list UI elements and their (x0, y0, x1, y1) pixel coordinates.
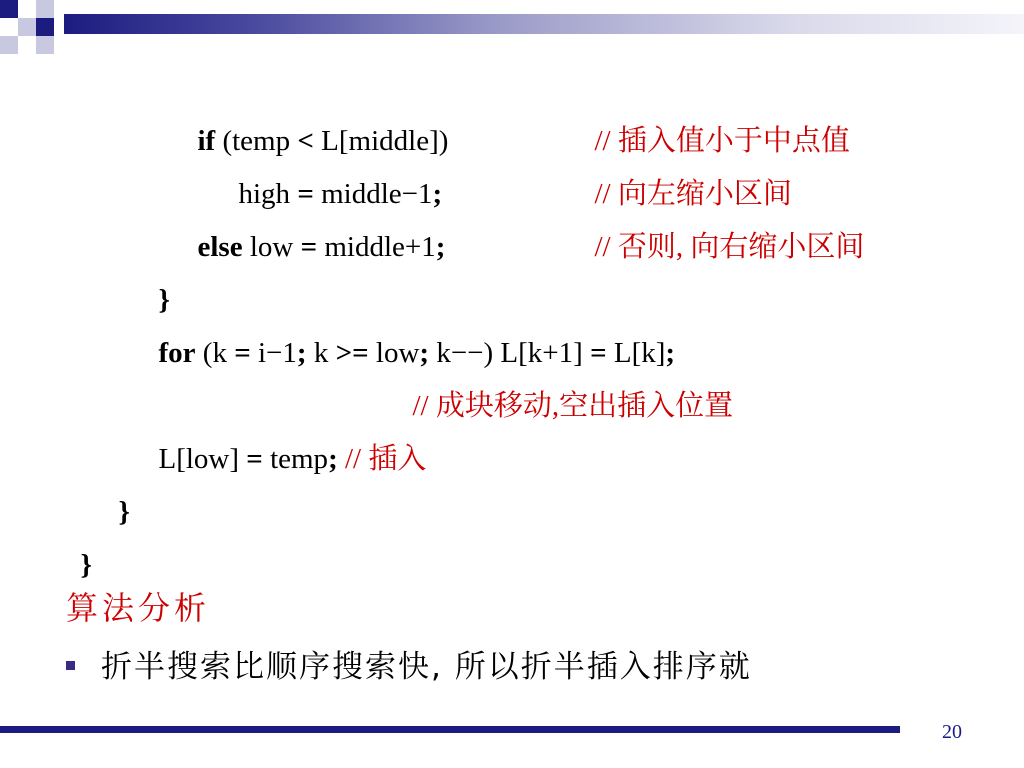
corner-square-8 (36, 36, 54, 54)
header-gradient-bar (64, 14, 1024, 34)
code-comment-2: // 向左缩小区间 (594, 178, 792, 210)
code-line-9: } (80, 549, 92, 581)
code-line-7: L[low] = temp; // 插入 (158, 443, 427, 475)
code-comment-3: // 否则, 向右缩小区间 (594, 231, 865, 263)
code-line-8: } (118, 496, 130, 528)
corner-square-7 (0, 36, 18, 54)
corner-square-2 (18, 0, 36, 18)
keyword-else: else (197, 231, 243, 263)
code-line-2: high = middle−1; (238, 178, 443, 210)
page-number: 20 (942, 721, 962, 743)
code-line-3: else low = middle+1; (197, 231, 446, 263)
code-comment-1: // 插入值小于中点值 (594, 125, 850, 157)
corner-square-4 (0, 18, 18, 36)
code-line-4: } (158, 284, 170, 316)
corner-square-3 (36, 0, 54, 18)
corner-square-1 (0, 0, 18, 18)
corner-square-6 (36, 18, 54, 36)
keyword-if: if (197, 125, 216, 157)
analysis-bullet (66, 647, 752, 687)
code-comment-6: // 成块移动,空出插入位置 (412, 390, 734, 422)
code-line-5: for (k = i−1; k >= low; k−−) L[k+1] = L[k]; (158, 337, 676, 369)
footer-rule (0, 726, 900, 733)
corner-square-5 (18, 18, 36, 36)
analysis-bullet-text: 折半搜索比顺序搜索快, 所以折半插入排序就 (101, 649, 752, 685)
keyword-for: for (158, 337, 196, 369)
code-line-1: if (temp < L[middle]) (197, 125, 449, 157)
bullet-icon (66, 661, 75, 670)
analysis-heading: 算法分析 (66, 589, 211, 627)
